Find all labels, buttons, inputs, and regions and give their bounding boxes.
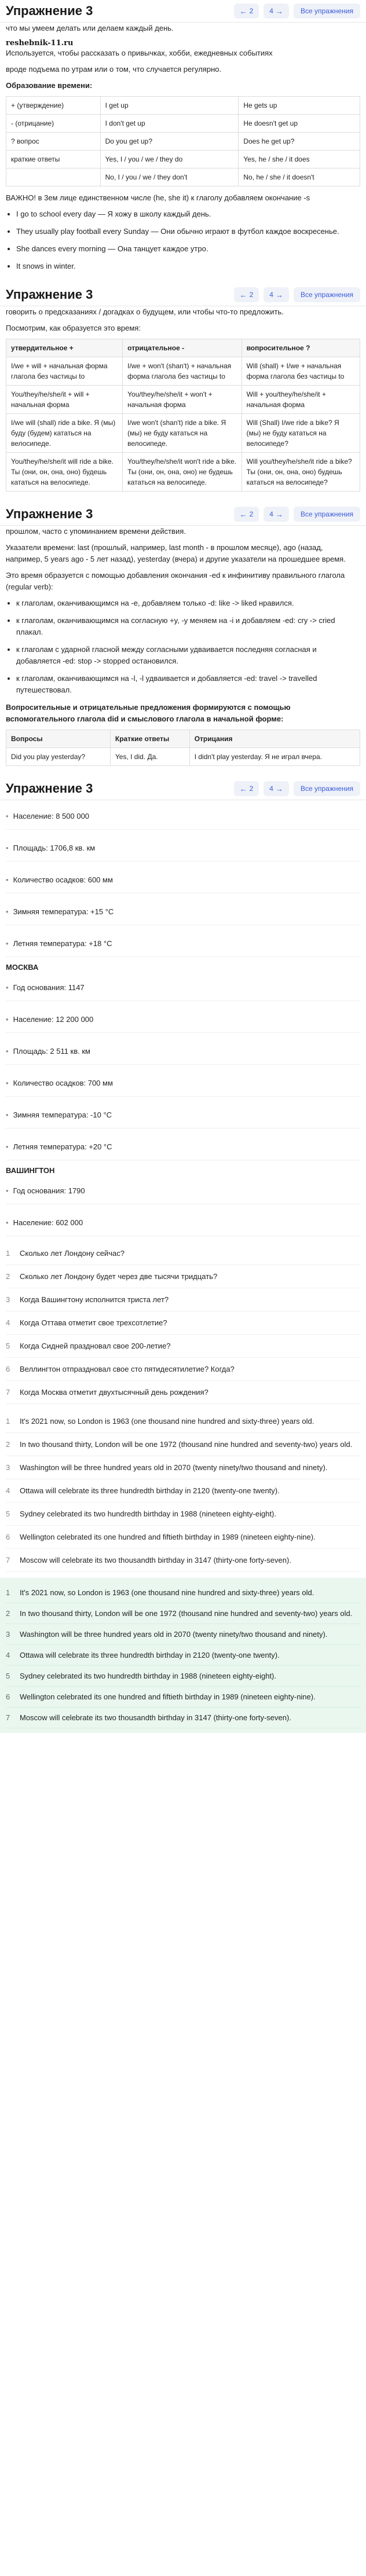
table-row: ? вопрос Do you get up? Does he get up?	[6, 133, 360, 151]
list-item: • Население: 8 500 000	[6, 804, 360, 830]
list-item: • Зимняя температура: -10 °C	[6, 1102, 360, 1128]
table-row: - (отрицание) I don't get up He doesn't get up	[6, 115, 360, 133]
list-item: 5 Когда Сидней праздновал свое 200-летие?	[6, 1335, 360, 1358]
prev-exercise-button[interactable]: ← 2	[234, 507, 259, 522]
list-item: 7 Когда Москва отметит двухтысячный день рождения?	[6, 1381, 360, 1404]
list-item: • Население: 602 000	[6, 1210, 360, 1236]
list-item: • Летняя температура: +20 °C	[6, 1134, 360, 1160]
formation-text: Это время образуется с помощью добавления окончания -ed к инфинитиву правильного глагола (regular verb):	[6, 571, 345, 591]
next-exercise-button[interactable]: 4 →	[263, 3, 289, 19]
section-title: МОСКВА	[6, 963, 39, 972]
intro-text: говорить о предсказаниях / догадках о будущем, или чтобы что-то предложить.	[6, 307, 284, 316]
answers-list	[0, 1410, 366, 1572]
intro-text: вроде подъема по утрам или о том, что случается регулярно.	[6, 65, 222, 74]
arrow-right-icon: →	[275, 6, 283, 16]
page-title: Упражнение 3	[6, 781, 93, 796]
table-row: + (утверждение) I get up He gets up	[6, 97, 360, 115]
table-row: Вопросы Краткие ответы Отрицания	[6, 730, 360, 748]
list-item: • Население: 12 200 000	[6, 1007, 360, 1033]
table-row: Did you play yesterday? Yes, I did. Да. I didn't play yesterday. Я не играл вчера.	[6, 748, 360, 766]
question-intro: Вопросительные и отрицательные предложения формируются с помощью вспомогательного глагола did и смыслового глагола в начальной форме:	[6, 703, 291, 723]
panel-header	[0, 503, 366, 526]
panel-header	[0, 778, 366, 800]
arrow-left-icon: ←	[239, 784, 247, 793]
exercise-panel-3	[0, 503, 366, 778]
all-exercises-button[interactable]: Все упражнения	[294, 3, 360, 19]
prev-exercise-button[interactable]: ← 2	[234, 781, 259, 796]
prev-exercise-button[interactable]: ← 2	[234, 287, 259, 302]
exercise-panel-2	[0, 284, 366, 503]
list-item: • Год основания: 1147	[6, 975, 360, 1001]
list-item: • Площадь: 2 511 кв. км	[6, 1039, 360, 1065]
list-item: 4 Когда Оттава отметит свое трехсотлетие?	[6, 1311, 360, 1335]
table-row: No, I / you / we / they don't No, he / she / it doesn't	[6, 168, 360, 186]
intro-text: что мы умеем делать или делаем каждый день.	[6, 24, 174, 32]
list-item: • I go to school every day — Я хожу в школу каждый день.	[16, 208, 360, 220]
table-row: I/we + will + начальная форма глагола без частицы to I/we + won't (shan't) + начальная форма глагола без частицы to Will (shall) + I/we + начальная форма глагола без частицы to	[6, 357, 360, 386]
next-exercise-button[interactable]: 4 →	[263, 507, 289, 522]
section-title: ВАШИНГТОН	[6, 1166, 55, 1175]
list-item: 1 It's 2021 now, so London is 1963 (one thousand nine hundred and sixty-three) years old.	[6, 1410, 360, 1433]
table-row: I/we will (shall) ride a bike. Я (мы) буду (будем) кататься на велосипеде. I/we won't (shan't) ride a bike. Я (мы) не буду кататься на велосипеде. Will (Shall) I/we ride a bike? Я (мы) не буду кататься на велосипеде?	[6, 414, 360, 453]
list-item: • They usually play football every Sunday — Они обычно играют в футбол каждое воскресенье.	[16, 226, 360, 237]
arrow-left-icon: ←	[239, 290, 247, 299]
list-item: 2 In two thousand thirty, London will be one 1972 (thousand nine hundred and seventy-two) years old.	[6, 1433, 360, 1456]
list-item: 2 Сколько лет Лондону будет через две тысячи тридцать?	[6, 1265, 360, 1288]
list-item: 2 In two thousand thirty, London will be one 1972 (thousand nine hundred and seventy-two) years old.	[6, 1603, 360, 1624]
list-item: • Площадь: 1706,8 кв. км	[6, 836, 360, 862]
arrow-left-icon: ←	[239, 6, 247, 16]
arrow-right-icon: →	[275, 784, 283, 793]
all-exercises-button[interactable]: Все упражнения	[294, 781, 360, 796]
list-item: 7 Moscow will celebrate its two thousandth birthday in 3147 (thirty-one forty-seven).	[6, 1549, 360, 1572]
panel-header	[0, 284, 366, 306]
intro-text: прошлом, часто с упоминанием времени действия.	[6, 527, 186, 536]
list-item: • Количество осадков: 600 мм	[6, 867, 360, 893]
list-item: 1 Сколько лет Лондону сейчас?	[6, 1242, 360, 1265]
examples-list	[16, 208, 360, 272]
intro-text: Используется, чтобы рассказать о привычках, хобби, ежедневных событиях	[6, 49, 273, 57]
future-table	[6, 339, 360, 492]
important-note: ВАЖНО! в 3ем лице единственном числе (he, she it) к глаголу добавляем окончание -s	[6, 193, 310, 202]
list-item: • к глаголам, оканчивающимся на согласную +y, -y меняем на -i и добавляем -ed: cry -> cried плакал.	[16, 615, 360, 638]
arrow-right-icon: →	[275, 510, 283, 519]
list-item: • к глаголам, оканчивающимся на -l, -l удваивается и добавляется -ed: travel -> travelled путешествовал.	[16, 673, 360, 696]
indicators-text: Указатели времени: last (прошлый, например, last month - в прошлом месяце), ago (назад, например, 5 years ago - 5 лет назад), yesterday (вчера) и другие указатели на прошедшее время.	[6, 543, 346, 563]
list-item: 3 Washington will be three hundred years old in 2070 (twenty ninety/two thousand and ninety).	[6, 1624, 360, 1645]
form-title: Образование времени:	[6, 81, 93, 90]
london-facts	[0, 804, 366, 957]
list-item: 5 Sydney celebrated its two hundredth birthday in 1988 (nineteen eighty-eight).	[6, 1666, 360, 1687]
past-table	[6, 730, 360, 766]
list-item: • Зимняя температура: +15 °C	[6, 899, 360, 925]
moscow-facts	[0, 975, 366, 1160]
list-item: 6 Wellington celebrated its one hundred and fiftieth birthday in 1989 (nineteen eighty-nine).	[6, 1687, 360, 1707]
grammar-table	[6, 96, 360, 186]
exercise-panel-4	[0, 778, 366, 1739]
list-item: 5 Sydney celebrated its two hundredth birthday in 1988 (nineteen eighty-eight).	[6, 1503, 360, 1526]
all-exercises-button[interactable]: Все упражнения	[294, 507, 360, 522]
washington-facts	[0, 1178, 366, 1236]
next-exercise-button[interactable]: 4 →	[263, 287, 289, 302]
answers-highlight-block	[0, 1578, 366, 1733]
list-item: • Летняя температура: +18 °C	[6, 931, 360, 957]
arrow-left-icon: ←	[239, 510, 247, 519]
list-item: 4 Ottawa will celebrate its three hundredth birthday in 2120 (twenty-one twenty).	[6, 1479, 360, 1503]
all-exercises-button[interactable]: Все упражнения	[294, 287, 360, 302]
watermark: reshebnik-11.ru	[6, 39, 74, 47]
list-item: 7 Moscow will celebrate its two thousandth birthday in 3147 (thirty-one forty-seven).	[6, 1707, 360, 1728]
list-item: 3 Washington will be three hundred years old in 2070 (twenty ninety/two thousand and ninety).	[6, 1456, 360, 1479]
arrow-right-icon: →	[275, 290, 283, 299]
page-title: Упражнение 3	[6, 3, 93, 18]
next-exercise-button[interactable]: 4 →	[263, 781, 289, 796]
table-row: краткие ответы Yes, I / you / we / they do Yes, he / she / it does	[6, 151, 360, 168]
table-row: утвердительное + отрицательное - вопросительное ?	[6, 339, 360, 357]
panel-header	[0, 0, 366, 23]
how-to-text: Посмотрим, как образуется это время:	[6, 324, 141, 332]
page-title: Упражнение 3	[6, 507, 93, 521]
table-row: You/they/he/she/it will ride a bike. Ты (они, он, она, оно) будешь кататься на велосипеде. You/they/he/she/it won't ride a bike. Ты (они, он, она, оно) не будешь кататься на велосипеде. Will you/they/he/she/it ride a bike? Ты (они, он, она, оно) будешь кататься на велосипеде?	[6, 453, 360, 492]
list-item: 3 Когда Вашингтону исполнится триста лет?	[6, 1288, 360, 1311]
rules-list	[16, 598, 360, 696]
list-item: 6 Wellington celebrated its one hundred and fiftieth birthday in 1989 (nineteen eighty-nine).	[6, 1526, 360, 1549]
list-item: • к глаголам с ударной гласной между согласными удваивается последняя согласная и добавляется -ed: stop -> stopped остановился.	[16, 644, 360, 667]
exercise-panel-1	[0, 0, 366, 284]
list-item: • Год основания: 1790	[6, 1178, 360, 1204]
list-item: • Количество осадков: 700 мм	[6, 1071, 360, 1097]
table-row: You/they/he/she/it + will + начальная форма You/they/he/she/it + won't + начальная форма Will + you/they/he/she/it + начальная форма	[6, 386, 360, 414]
list-item: • She dances every morning — Она танцует каждое утро.	[16, 243, 360, 255]
list-item: 1 It's 2021 now, so London is 1963 (one thousand nine hundred and sixty-three) years old.	[6, 1582, 360, 1603]
list-item: 6 Веллингтон отпраздновал свое сто пятидесятилетие? Когда?	[6, 1358, 360, 1381]
list-item: 4 Ottawa will celebrate its three hundredth birthday in 2120 (twenty-one twenty).	[6, 1645, 360, 1666]
prev-exercise-button[interactable]: ← 2	[234, 3, 259, 19]
list-item: • It snows in winter.	[16, 261, 360, 272]
answers-list-2	[6, 1582, 360, 1728]
page-title: Упражнение 3	[6, 287, 93, 302]
list-item: • к глаголам, оканчивающимся на -e, добавляем только -d: like -> liked нравился.	[16, 598, 360, 609]
questions-list	[0, 1242, 366, 1404]
